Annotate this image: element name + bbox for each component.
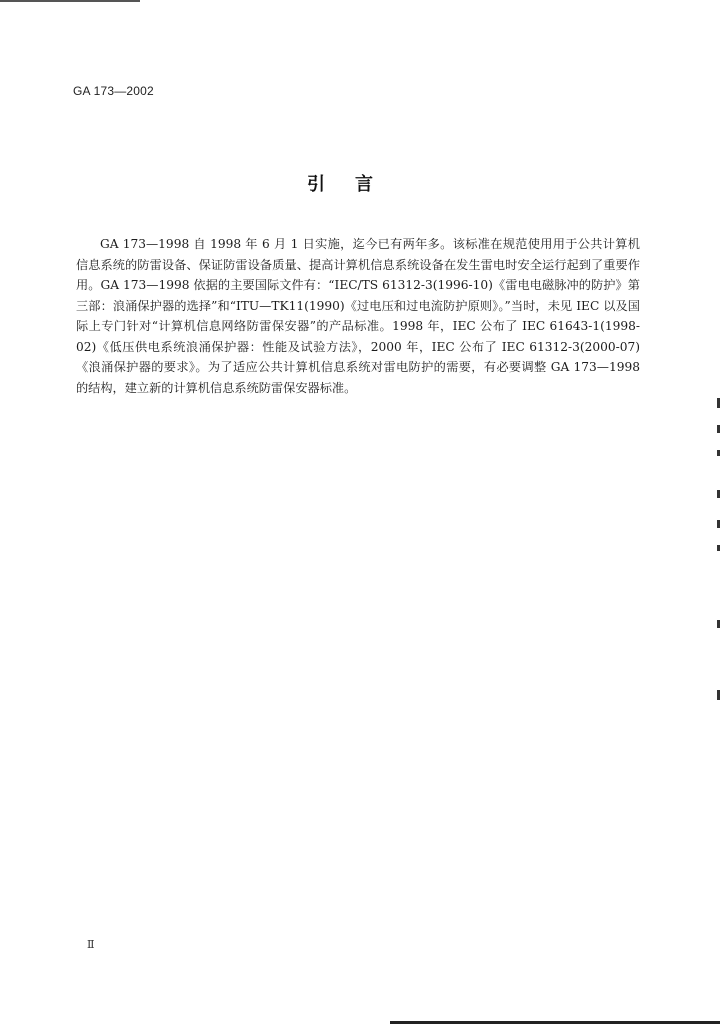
section-title: 引言: [307, 174, 403, 195]
standard-code-header: GA 173—2002: [73, 84, 154, 98]
page-number: Ⅱ: [87, 938, 95, 951]
introduction-paragraph: GA 173—1998 自 1998 年 6 月 1 日实施，迄今已有两年多。该标准在规范使用用于公共计算机信息系统的防雷设备、保证防雷设备质量、提高计算机信息系统设备在发生雷电时安全运行起到了重要作用。GA 173—1998 依据的主要国际文件有：“IEC/TS 61312-3(1996-10)《雷电电磁脉冲的防护》第三部：浪涌保护器的选择”和“ITU—TK11(1990)《过电压和过电流防护原则》。”当时，未见 IEC 以及国际上专门针对“计算机信息网络防雷保安器”的产品标准。1998 年，IEC 公布了 IEC 61643-1(1998-02)《低压供电系统浪涌保护器：性能及试验方法》，2000 年，IEC 公布了 IEC 61312-3(2000-07)《浪涌保护器的要求》。为了适应公共计算机信息系统对雷电防护的需要，有必要调整 GA 173—1998 的结构，建立新的计算机信息系统防雷保安器标准。: [76, 237, 640, 395]
scan-edge-line: [0, 0, 140, 2]
